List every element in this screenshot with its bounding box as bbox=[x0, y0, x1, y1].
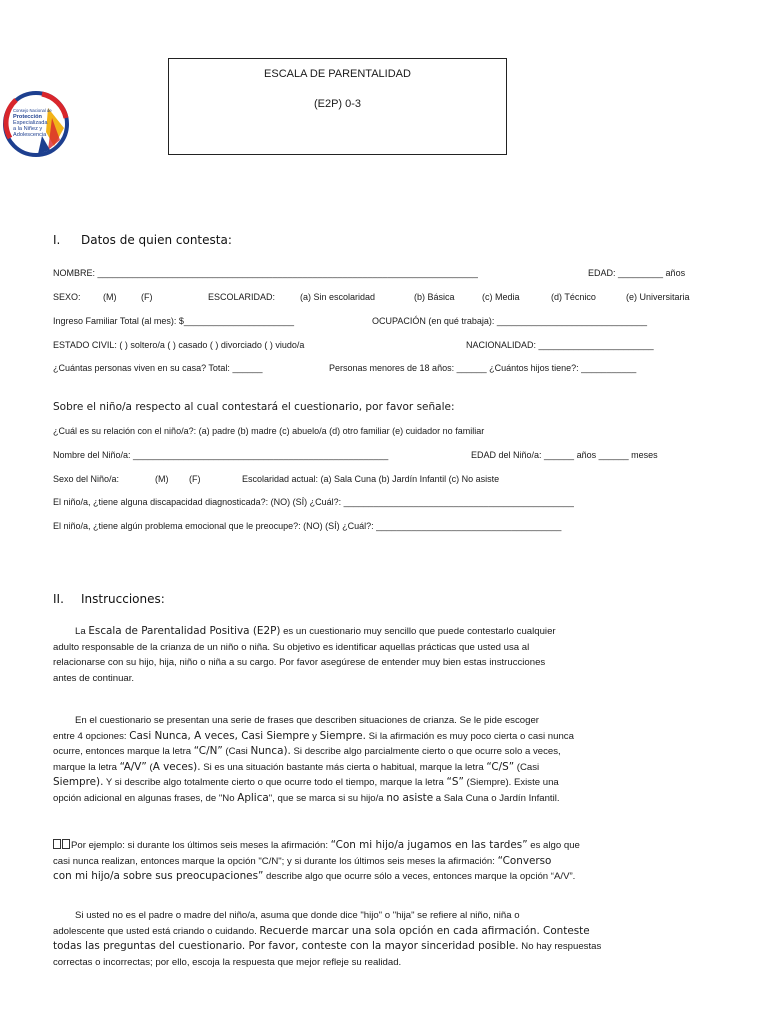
institution-logo bbox=[2, 88, 70, 162]
section1-heading: Datos de quien contesta: bbox=[81, 233, 232, 247]
checkbox-glyph-icon bbox=[53, 839, 61, 849]
instructions-paragraph-4: Si usted no es el padre o madre del niño/a, asuma que donde dice "hijo" o "hija" se refiere al niño, niña o adolescente que usted está criando o cuidando. Recuerde marcar una sola opción en cada afirmación. Conteste todas las preguntas del cuestionario. Por favor, conteste con la mayor sinceridad posible. No hay respuestas correctas o incorrectas; por ello, escoja la respuesta que mejor refleje su realidad. bbox=[53, 910, 602, 968]
child-edad-field[interactable]: EDAD del Niño/a: ______ años ______ meses bbox=[471, 450, 658, 460]
sexo-m-option[interactable]: (M) bbox=[103, 292, 117, 302]
nombre-field[interactable]: NOMBRE: ____________________________________________________________________________ bbox=[53, 268, 478, 278]
svg-text:Protección: Protección bbox=[13, 114, 42, 120]
esc-option-a[interactable]: (a) Sin escolaridad bbox=[300, 292, 376, 302]
nacionalidad-field[interactable]: NACIONALIDAD: _______________________ bbox=[466, 340, 654, 350]
esc-option-e[interactable]: (e) Universitaria bbox=[626, 292, 690, 302]
emocional-field[interactable]: El niño/a, ¿tiene algún problema emocional que le preocupe?: (NO) (SÍ) ¿Cuál?: _____________________________________ bbox=[53, 521, 562, 531]
section2-heading: Instrucciones: bbox=[81, 592, 165, 606]
svg-text:a la Niñez y: a la Niñez y bbox=[13, 126, 43, 132]
document-subtitle: (E2P) 0-3 bbox=[313, 98, 362, 110]
instructions-paragraph-1: La Escala de Parentalidad Positiva (E2P) es un cuestionario muy sencillo que puede contestarlo cualquier adulto responsable de la crianza de un niño o niña. Su objetivo es identificar aquellas prácticas que usted usa al relacionarse con su hijo, hija, niño o niña a su cargo. Por favor asegúrese de entender muy bien estas instrucciones antes de continuar. bbox=[53, 625, 556, 684]
child-sexo-label: Sexo del Niño/a: bbox=[53, 474, 120, 484]
edad-field[interactable]: EDAD: _________ años bbox=[588, 268, 686, 278]
personas-field[interactable]: ¿Cuántas personas viven en su casa? Total: ______ bbox=[53, 363, 263, 373]
child-sexo-f-option[interactable]: (F) bbox=[189, 474, 201, 484]
ingreso-field[interactable]: Ingreso Familiar Total (al mes): $______________________ bbox=[53, 316, 294, 326]
child-sexo-m-option[interactable]: (M) bbox=[155, 474, 169, 484]
instructions-paragraph-2: En el cuestionario se presentan una serie de frases que describen situaciones de crianza. Se le pide escoger entre 4 opciones: Casi Nunca, A veces, Casi Siempre y Siempre. Si la afirmación es muy poco cierta o casi nunca ocurre, entonces marque la letra “C/N” (Casi Nunca). Si describe algo parcialmente cierto o que ocurre solo a veces, marque la letra “A/V” (A veces). Si es una situación bastante más cierta o habitual, marque la letra “C/S” (Casi Siempre). Y si describe algo totalmente cierto o que ocurre todo el tiempo, marque la letra “S” (Siempre). Existe una opción adicional en algunas frases, de "No Aplica", que se marca si su hijo/a no asiste a Sala Cuna o Jardín Infantil. bbox=[53, 715, 574, 804]
ocupacion-field[interactable]: OCUPACIÓN (en qué trabaja): ______________________________ bbox=[372, 316, 648, 326]
title-box bbox=[168, 58, 507, 155]
estado-civil-field[interactable]: ESTADO CIVIL: ( ) soltero/a ( ) casado ( ) divorciado ( ) viudo/a bbox=[53, 340, 305, 350]
instructions-paragraph-3: Por ejemplo: si durante los últimos seis meses la afirmación: “Con mi hijo/a jugamos en las tardes” es algo que casi nunca realizan, entonces marque la opción "C/N"; y si durante los últimos seis meses la afirmación: “Converso con mi hijo/a sobre sus preocupaciones” describe algo que ocurre sólo a veces, entonces marque la opción “A/V”. bbox=[53, 839, 580, 882]
escolaridad-label: ESCOLARIDAD: bbox=[208, 292, 276, 302]
document-title: ESCALA DE PARENTALIDAD bbox=[264, 68, 411, 80]
child-escolaridad-field[interactable]: Escolaridad actual: (a) Sala Cuna (b) Jardín Infantil (c) No asiste bbox=[242, 474, 500, 484]
svg-text:Adolescencia: Adolescencia bbox=[13, 132, 47, 138]
section1-number: I. bbox=[53, 233, 61, 247]
esc-option-b[interactable]: (b) Básica bbox=[414, 292, 455, 302]
svg-text:Consejo Nacional de: Consejo Nacional de bbox=[13, 108, 52, 113]
svg-text:Especializada: Especializada bbox=[13, 120, 48, 126]
discapacidad-field[interactable]: El niño/a, ¿tiene alguna discapacidad diagnosticada?: (NO) (SÍ) ¿Cuál?: ______________________________________________ bbox=[53, 497, 574, 507]
sexo-f-option[interactable]: (F) bbox=[141, 292, 153, 302]
esc-option-d[interactable]: (d) Técnico bbox=[551, 292, 596, 302]
menores-hijos-field[interactable]: Personas menores de 18 años: ______ ¿Cuántos hijos tiene?: ___________ bbox=[329, 363, 637, 373]
relacion-field[interactable]: ¿Cuál es su relación con el niño/a?: (a) padre (b) madre (c) abuelo/a (d) otro familiar (e) cuidador no familiar bbox=[53, 426, 485, 436]
child-section-heading: Sobre el niño/a respecto al cual contestará el cuestionario, por favor señale: bbox=[53, 401, 455, 413]
checkbox-glyph-icon bbox=[62, 839, 70, 849]
section2-number: II. bbox=[53, 592, 64, 606]
esc-option-c[interactable]: (c) Media bbox=[482, 292, 520, 302]
sexo-label: SEXO: bbox=[53, 292, 81, 302]
child-nombre-field[interactable]: Nombre del Niño/a: ___________________________________________________ bbox=[53, 450, 389, 460]
